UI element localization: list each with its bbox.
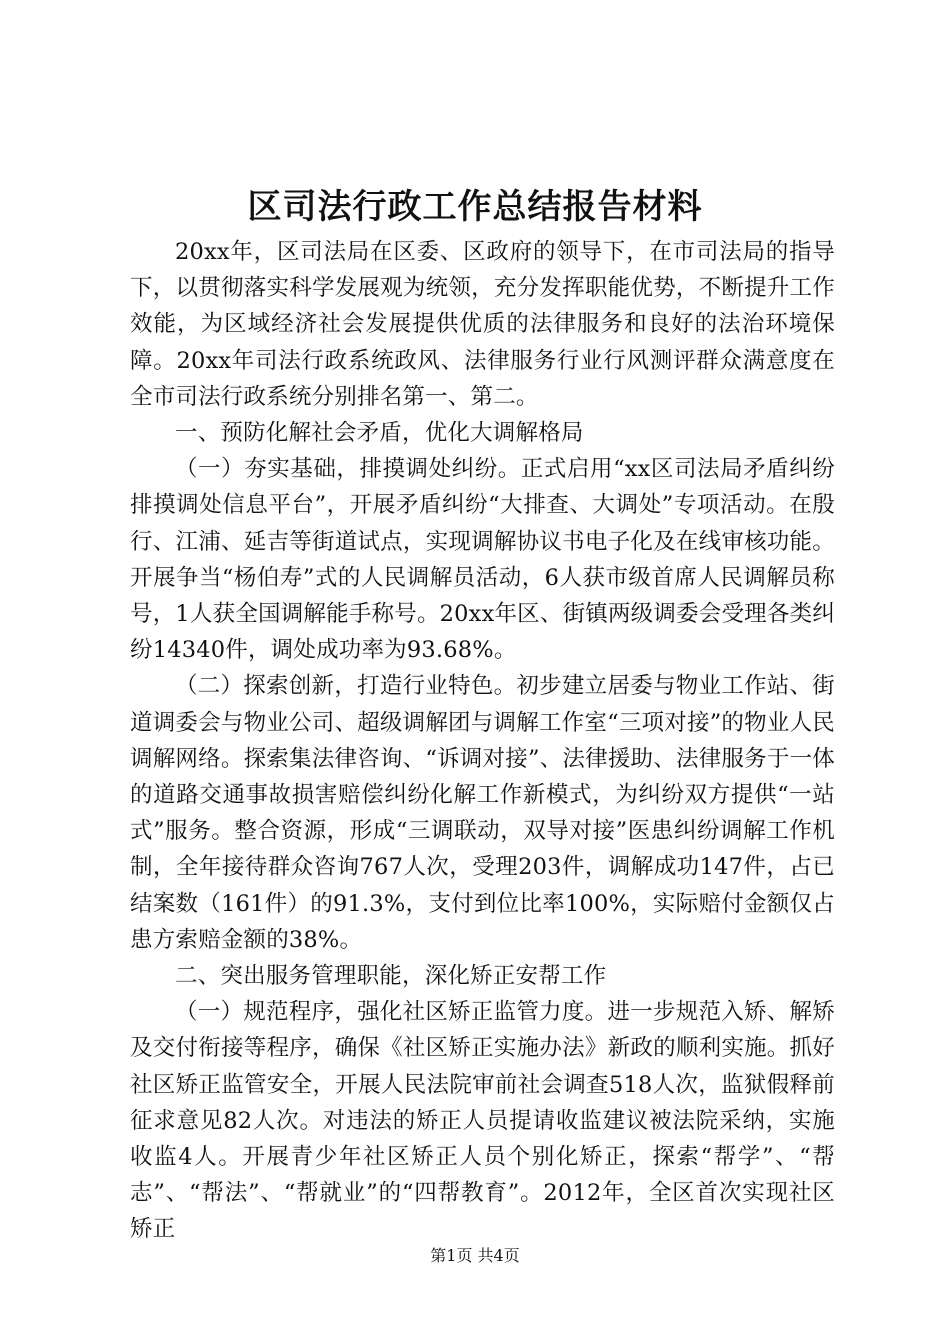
paragraph-section-1-2: （二）探索创新，打造行业特色。初步建立居委与物业工作站、街道调委会与物业公司、超级调解团与调解工作室“三项对接”的物业人民调解网络。探索集法律咨询、“诉调对接”、法律援助、法律服务于一体的道路交通事故损害赔偿纠纷化解工作新模式，为纠纷双方提供“一站式”服务。整合资源，形成“三调联动，双导对接”医患纠纷调解工作机制，全年接待群众咨询767人次，受理203件，调解成功147件，占已结案数（161件）的91.3%，支付到位比率100%，实际赔付金额仅占患方索赔金额的38%。 [130,673,835,953]
paragraph-section-2-1: （一）规范程序，强化社区矫正监管力度。进一步规范入矫、解矫及交付衔接等程序，确保《社区矫正实施办法》新政的顺利实施。抓好社区矫正监管安全，开展人民法院审前社会调查518人次，监狱假释前征求意见82人次。对违法的矫正人员提请收监建议被法院采纳，实施收监4人。开展青少年社区矫正人员个别化矫正，探索“帮学”、“帮志”、“帮法”、“帮就业”的“四帮教育”。2012年，全区首次实现社区矫正 [130,999,835,1243]
page-number-footer: 第1页 共4页 [430,1246,520,1265]
section-heading-2: 二、突出服务管理职能，深化矫正安帮工作 [175,963,607,990]
document-title: 区司法行政工作总结报告材料 [247,187,703,227]
document-body [130,234,835,1248]
paragraph-intro: 20xx年，区司法局在区委、区政府的领导下，在市司法局的指导下，以贯彻落实科学发展观为统领，充分发挥职能优势，不断提升工作效能，为区域经济社会发展提供优质的法律服务和良好的法治环境保障。20xx年司法行政系统政风、法律服务行业行风测评群众满意度在全市司法行政系统分别排名第一、第二。 [130,239,835,410]
paragraph-section-1-1: （一）夯实基础，排摸调处纠纷。正式启用“xx区司法局矛盾纠纷排摸调处信息平台”，开展矛盾纠纷“大排查、大调处”专项活动。在殷行、江浦、延吉等街道试点，实现调解协议书电子化及在线审核功能。开展争当“杨伯寿”式的人民调解员活动，6人获市级首席人民调解员称号，1人获全国调解能手称号。20xx年区、街镇两级调委会受理各类纠纷14340件，调处成功率为93.68%。 [130,456,835,664]
section-heading-1: 一、预防化解社会矛盾，优化大调解格局 [175,420,584,447]
